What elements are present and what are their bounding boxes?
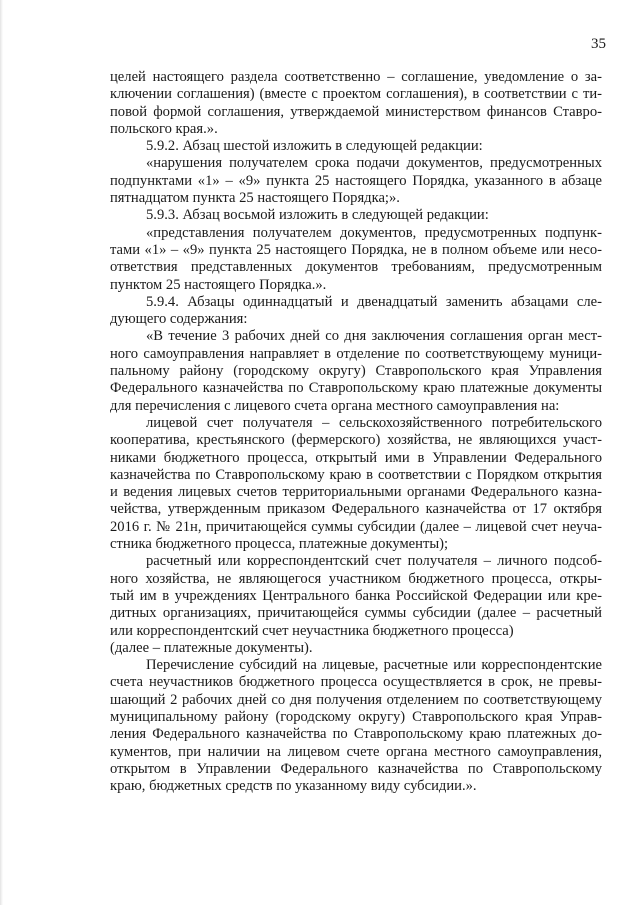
text-line: ключении соглашения) (вместе с проектом соглашения), в соответствии с ти-: [110, 86, 602, 103]
text-line: 5.9.4. Абзацы одиннадцатый и двенадцатый заменить абзацами сле-: [146, 293, 602, 310]
text-line: 2016 г. № 21н, причитающейся суммы субсидии (далее – лицевой счет неуча-: [110, 518, 602, 535]
text-line: тый им в учреждениях Центрального банка Российской Федерации или кре-: [110, 587, 602, 604]
text-line: дитных организациях, причитающейся суммы субсидии (далее – расчетный: [110, 605, 602, 622]
text-line: польского края.».: [110, 120, 218, 137]
text-line: шающий 2 рабочих дней со дня получения отделением по соответствующему: [110, 691, 602, 708]
text-line: целей настоящего раздела соответственно – соглашение, уведомление о за-: [110, 69, 602, 85]
text-line: кументов, при наличии на лицевом счете органа местного самоуправления,: [110, 743, 602, 760]
text-line: чейства, утвержденным приказом Федерального казначейства от 17 октября: [110, 501, 602, 518]
text-line: для перечисления с лицевого счета органа местного самоуправления на:: [110, 397, 560, 414]
text-line: расчетный или корреспондентский счет получателя – личного подсоб-: [146, 553, 602, 570]
text-line: пальному району (городскому округу) Ставропольского края Управления: [110, 363, 602, 380]
text-line: (далее – платежные документы).: [110, 639, 313, 656]
body-text: [110, 69, 602, 795]
text-line: кооператива, крестьянского (фермерского) хозяйства, не являющихся участ-: [110, 432, 602, 449]
text-line: лицевой счет получателя – сельскохозяйственного потребительского: [146, 414, 602, 431]
text-line: ления Федерального казначейства по Ставропольскому краю платежных до-: [110, 726, 602, 743]
text-line: муниципальному району (городскому округу) Ставропольского края Управ-: [110, 708, 602, 725]
text-line: открытом в Управлении Федерального казначейства по Ставропольскому: [110, 760, 602, 777]
text-line: «нарушения получателем срока подачи документов, предусмотренных: [146, 155, 602, 172]
text-line: 5.9.2. Абзац шестой изложить в следующей редакции:: [146, 138, 483, 155]
text-line: 5.9.3. Абзац восьмой изложить в следующей редакции:: [146, 207, 489, 224]
text-line: подпунктами «1» – «9» пункта 25 настоящего Порядка, указанного в абзаце: [110, 172, 602, 189]
scan-edge: [0, 0, 3, 905]
text-line: казначейства по Ставропольскому краю в соответствии с Порядком открытия: [110, 466, 602, 483]
text-line: Федерального казначейства по Ставропольскому краю платежные документы: [110, 380, 602, 397]
text-line: тами «1» – «9» пункта 25 настоящего Порядка, не в полном объеме или несо-: [110, 241, 602, 258]
text-line: пунктом 25 настоящего Порядка.».: [110, 276, 327, 293]
text-line: ного самоуправления направляет в отделение по соответствующему муници-: [110, 345, 602, 362]
text-line: пятнадцатом пункта 25 настоящего Порядка;».: [110, 190, 400, 207]
text-line: краю, бюджетных средств по указанному виду субсидии.».: [110, 778, 477, 795]
text-line: и ведения лицевых счетов территориальными органами Федерального казна-: [110, 484, 602, 501]
text-line: «В течение 3 рабочих дней со дня заключения соглашения орган мест-: [146, 328, 602, 345]
text-line: Перечисление субсидий на лицевые, расчетные или корреспондентские: [146, 657, 602, 674]
text-line: дующего содержания:: [110, 311, 248, 328]
text-line: или корреспондентский счет неучастника бюджетного процесса): [110, 622, 514, 639]
text-line: счета неучастников бюджетного процесса осуществляется в срок, не превы-: [110, 674, 602, 691]
page-number: 35: [591, 36, 606, 52]
text-line: стника бюджетного процесса, платежные документы);: [110, 536, 449, 553]
text-line: ответствия представленных документов требованиям, предусмотренным: [110, 259, 602, 276]
text-line: никами бюджетного процесса, открытый ими в Управлении Федерального: [110, 449, 602, 466]
text-line: «представления получателем документов, предусмотренных подпунк-: [146, 224, 602, 241]
text-line: повой формой соглашения, утверждаемой министерством финансов Ставро-: [110, 103, 602, 120]
text-line: ного хозяйства, не являющегося участником бюджетного процесса, откры-: [110, 570, 602, 587]
